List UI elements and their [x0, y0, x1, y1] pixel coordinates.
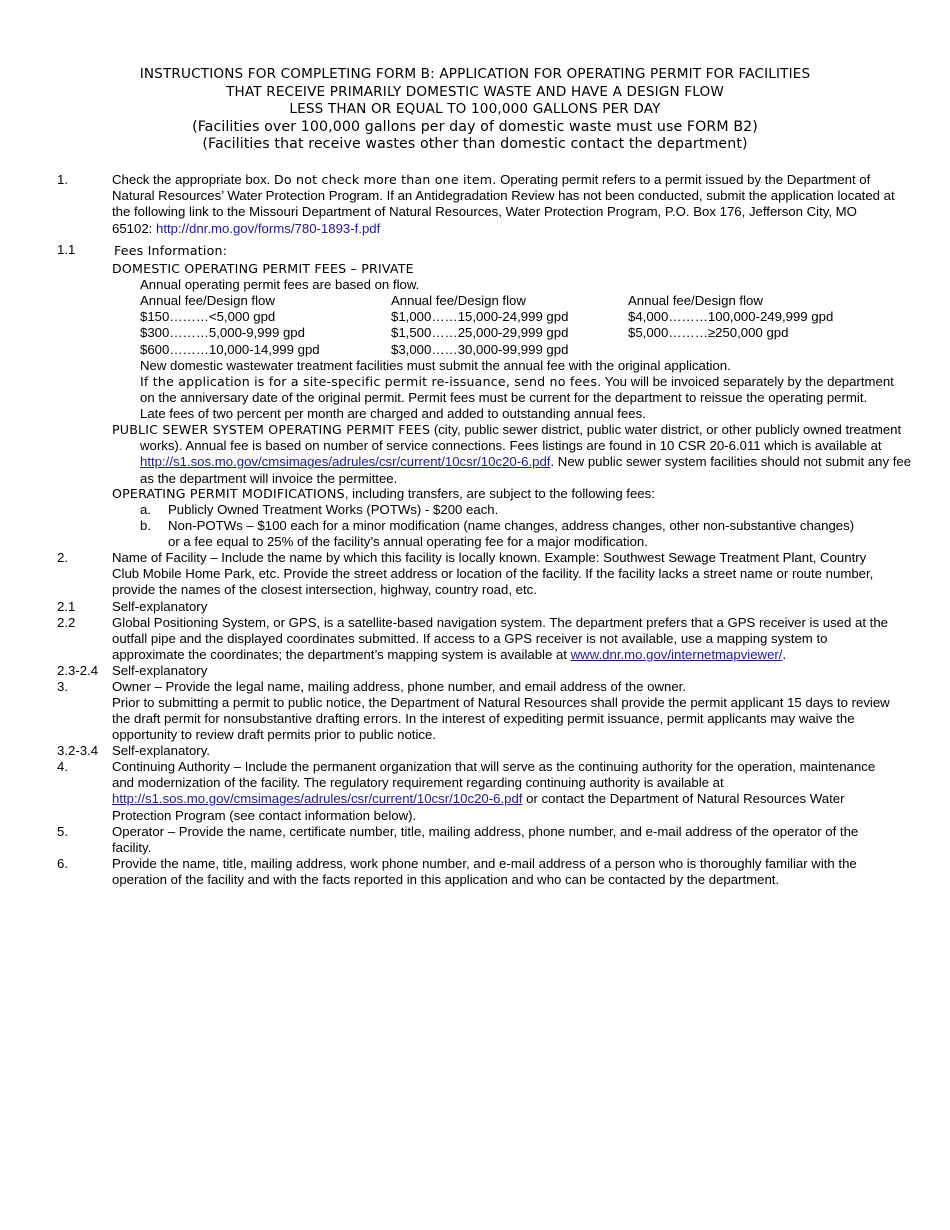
- csr-10c20-6-link[interactable]: http://s1.sos.mo.gov/cmsimages/adrules/csr/current/10csr/10c20-6.pdf: [140, 454, 551, 470]
- fee-row: $3,000……30,000-99,999 gpd: [391, 342, 569, 357]
- reissuance-emphasis: If the application is for a site-specific permit re-issuance, send no fees.: [140, 374, 602, 389]
- reissuance-note: [140, 374, 896, 423]
- item-5-text: Operator – Provide the name, certificate number, title, mailing address, phone number, and e-mail address of the operator of the facility.: [112, 824, 859, 856]
- title-line-3: LESS THAN OR EQUAL TO 100,000 GALLONS PER DAY: [289, 101, 661, 118]
- item-4-text: [112, 759, 897, 824]
- public-sewer-heading: PUBLIC SEWER SYSTEM OPERATING PERMIT FEES: [112, 422, 431, 437]
- item-2-2-number: 2.2: [57, 615, 76, 630]
- item-2-text: Name of Facility – Include the name by which this facility is locally known. Example: Southwest Sewage Treatment Plant, Country Club Mobile Home Park, etc. Provide the street address or location of the facility. If the facility lacks a street name or route number, provide the names of the closest intersection, highway, country road, etc.: [112, 550, 874, 598]
- fees-heading: Fees Information:: [114, 243, 228, 258]
- fee-row: $5,000………≥250,000 gpd: [628, 325, 789, 340]
- item-2-3-text: Self-explanatory: [112, 663, 208, 678]
- public-sewer-fees: [112, 422, 925, 487]
- title-line-5: (Facilities that receive wastes other than domestic contact the department): [202, 136, 748, 153]
- item-2-2-text: [112, 615, 897, 664]
- item-2-1-text: Self-explanatory: [112, 599, 208, 614]
- continuing-authority-link[interactable]: http://s1.sos.mo.gov/cmsimages/adrules/csr/current/10csr/10c20-6.pdf: [112, 791, 523, 807]
- fee-row: $300………5,000-9,999 gpd: [140, 325, 305, 340]
- public-sewer-text-b: . New public sewer system facilities should not submit any fee as the department will invoice the permittee.: [140, 454, 912, 486]
- title-line-2: THAT RECEIVE PRIMARILY DOMESTIC WASTE AND HAVE A DESIGN FLOW: [226, 83, 724, 100]
- permit-modifications: [112, 486, 897, 502]
- fee-row: $4,000………100,000-249,999 gpd: [628, 309, 834, 324]
- public-sewer-text-a: (city, public sewer district, public water district, or other publicly owned treatment works). Annual fee is based on number of service connections. Fees listings are found in 10 CSR 20-6.011 which is available at: [140, 422, 902, 454]
- item-6-number: 6.: [57, 856, 68, 871]
- item-1-text: [112, 172, 897, 237]
- page-title: [0, 66, 950, 154]
- fee-row: $1,500……25,000-29,999 gpd: [391, 325, 569, 340]
- item-3-2-number: 3.2-3.4: [57, 743, 99, 758]
- fee-col-3-header: Annual fee/Design flow: [628, 293, 763, 308]
- title-line-4: (Facilities over 100,000 gallons per day of domestic waste must use FORM B2): [192, 118, 758, 135]
- item-2-2-text-b: .: [782, 647, 787, 663]
- item-4-text-b: or contact the Department of Natural Resources Water Protection Program (see contact information below).: [112, 791, 845, 823]
- item-3-2-text: Self-explanatory.: [112, 743, 210, 758]
- modifications-text: , including transfers, are subject to the following fees:: [344, 486, 655, 501]
- item-3-text: Prior to submitting a permit to public notice, the Department of Natural Resources shall provide the permit applicant 15 days to review the draft permit for nonsubstantive drafting errors. In the interest of expediting permit issuance, permit applicants may waive the opportunity to review draft permits prior to public notice.: [112, 695, 890, 743]
- item-4-number: 4.: [57, 759, 68, 774]
- item-2-2-text-a: Global Positioning System, or GPS, is a satellite-based navigation system. The department prefers that a GPS receiver is used at the outfall pipe and the displayed coordinates submitted. If access to a GPS receiver is not available, use a mapping system to approximate the coordinates; the department’s mapping system is available at: [112, 615, 889, 663]
- fee-row: $150………<5,000 gpd: [140, 309, 276, 324]
- antideg-form-link[interactable]: http://dnr.mo.gov/forms/780-1893-f.pdf: [156, 220, 381, 236]
- item-5-number: 5.: [57, 824, 68, 839]
- mod-b-text: Non-POTWs – $100 each for a minor modification (name changes, address changes, other non-substantive changes) or a fee equal to 25% of the facility’s annual operating fee for a major modification.: [168, 518, 855, 550]
- item-6-text: Provide the name, title, mailing address, work phone number, and e-mail address of a person who is thoroughly familiar with the operation of the facility and with the facts reported in this application and who can be contacted by the department.: [112, 856, 857, 888]
- fee-col-2-header: Annual fee/Design flow: [391, 293, 526, 308]
- mod-a-text: Publicly Owned Treatment Works (POTWs) - $200 each.: [168, 502, 499, 517]
- fee-row: $600………10,000-14,999 gpd: [140, 342, 320, 357]
- mod-b-label: b.: [140, 518, 151, 533]
- item-3-number: 3.: [57, 679, 68, 694]
- item-4-text-a: Continuing Authority – Include the permanent organization that will serve as the continuing authority for the operation, maintenance and modernization of the facility. The regulatory requirement regarding continuing authority is available at: [112, 759, 876, 791]
- domestic-fees-heading: DOMESTIC OPERATING PERMIT FEES – PRIVATE: [112, 261, 414, 276]
- item-1-text-c: Operating permit refers to a permit issued by the Department of Natural Resources’ Water Protection Program. If an Antidegradation Review has not been conducted, submit the application located at the following link to the Missouri Department of Natural Resources, Water Protection Program, P.O. Box 176, Jefferson City, MO 65102:: [112, 172, 895, 236]
- item-1-1-number: 1.1: [57, 242, 76, 257]
- item-1-number: 1.: [57, 172, 68, 187]
- mod-a-label: a.: [140, 502, 151, 517]
- item-1-emphasis: Do not check more than one item.: [274, 172, 497, 187]
- new-facilities-note: New domestic wastewater treatment facilities must submit the annual fee with the original application.: [140, 358, 731, 373]
- item-1-text-a: Check the appropriate box.: [112, 172, 275, 187]
- fee-row: $1,000……15,000-24,999 gpd: [391, 309, 569, 324]
- map-viewer-link[interactable]: www.dnr.mo.gov/internetmapviewer/: [570, 647, 783, 663]
- item-2-1-number: 2.1: [57, 599, 76, 614]
- modifications-heading: OPERATING PERMIT MODIFICATIONS: [112, 486, 345, 501]
- title-line-1: INSTRUCTIONS FOR COMPLETING FORM B: APPLICATION FOR OPERATING PERMIT FOR FACILITIES: [139, 66, 811, 82]
- item-3-line-1: Owner – Provide the legal name, mailing address, phone number, and email address of the owner.: [112, 679, 686, 694]
- item-2-3-number: 2.3-2.4: [57, 663, 99, 678]
- item-2-number: 2.: [57, 550, 68, 565]
- reissuance-text: You will be invoiced separately by the department on the anniversary date of the original permit. Permit fees must be current for the department to reissue the operating permit. Late fees of two percent per month are charged and added to outstanding annual fees.: [140, 374, 894, 422]
- fees-based-on-flow: Annual operating permit fees are based on flow.: [140, 277, 420, 292]
- fee-col-1-header: Annual fee/Design flow: [140, 293, 275, 308]
